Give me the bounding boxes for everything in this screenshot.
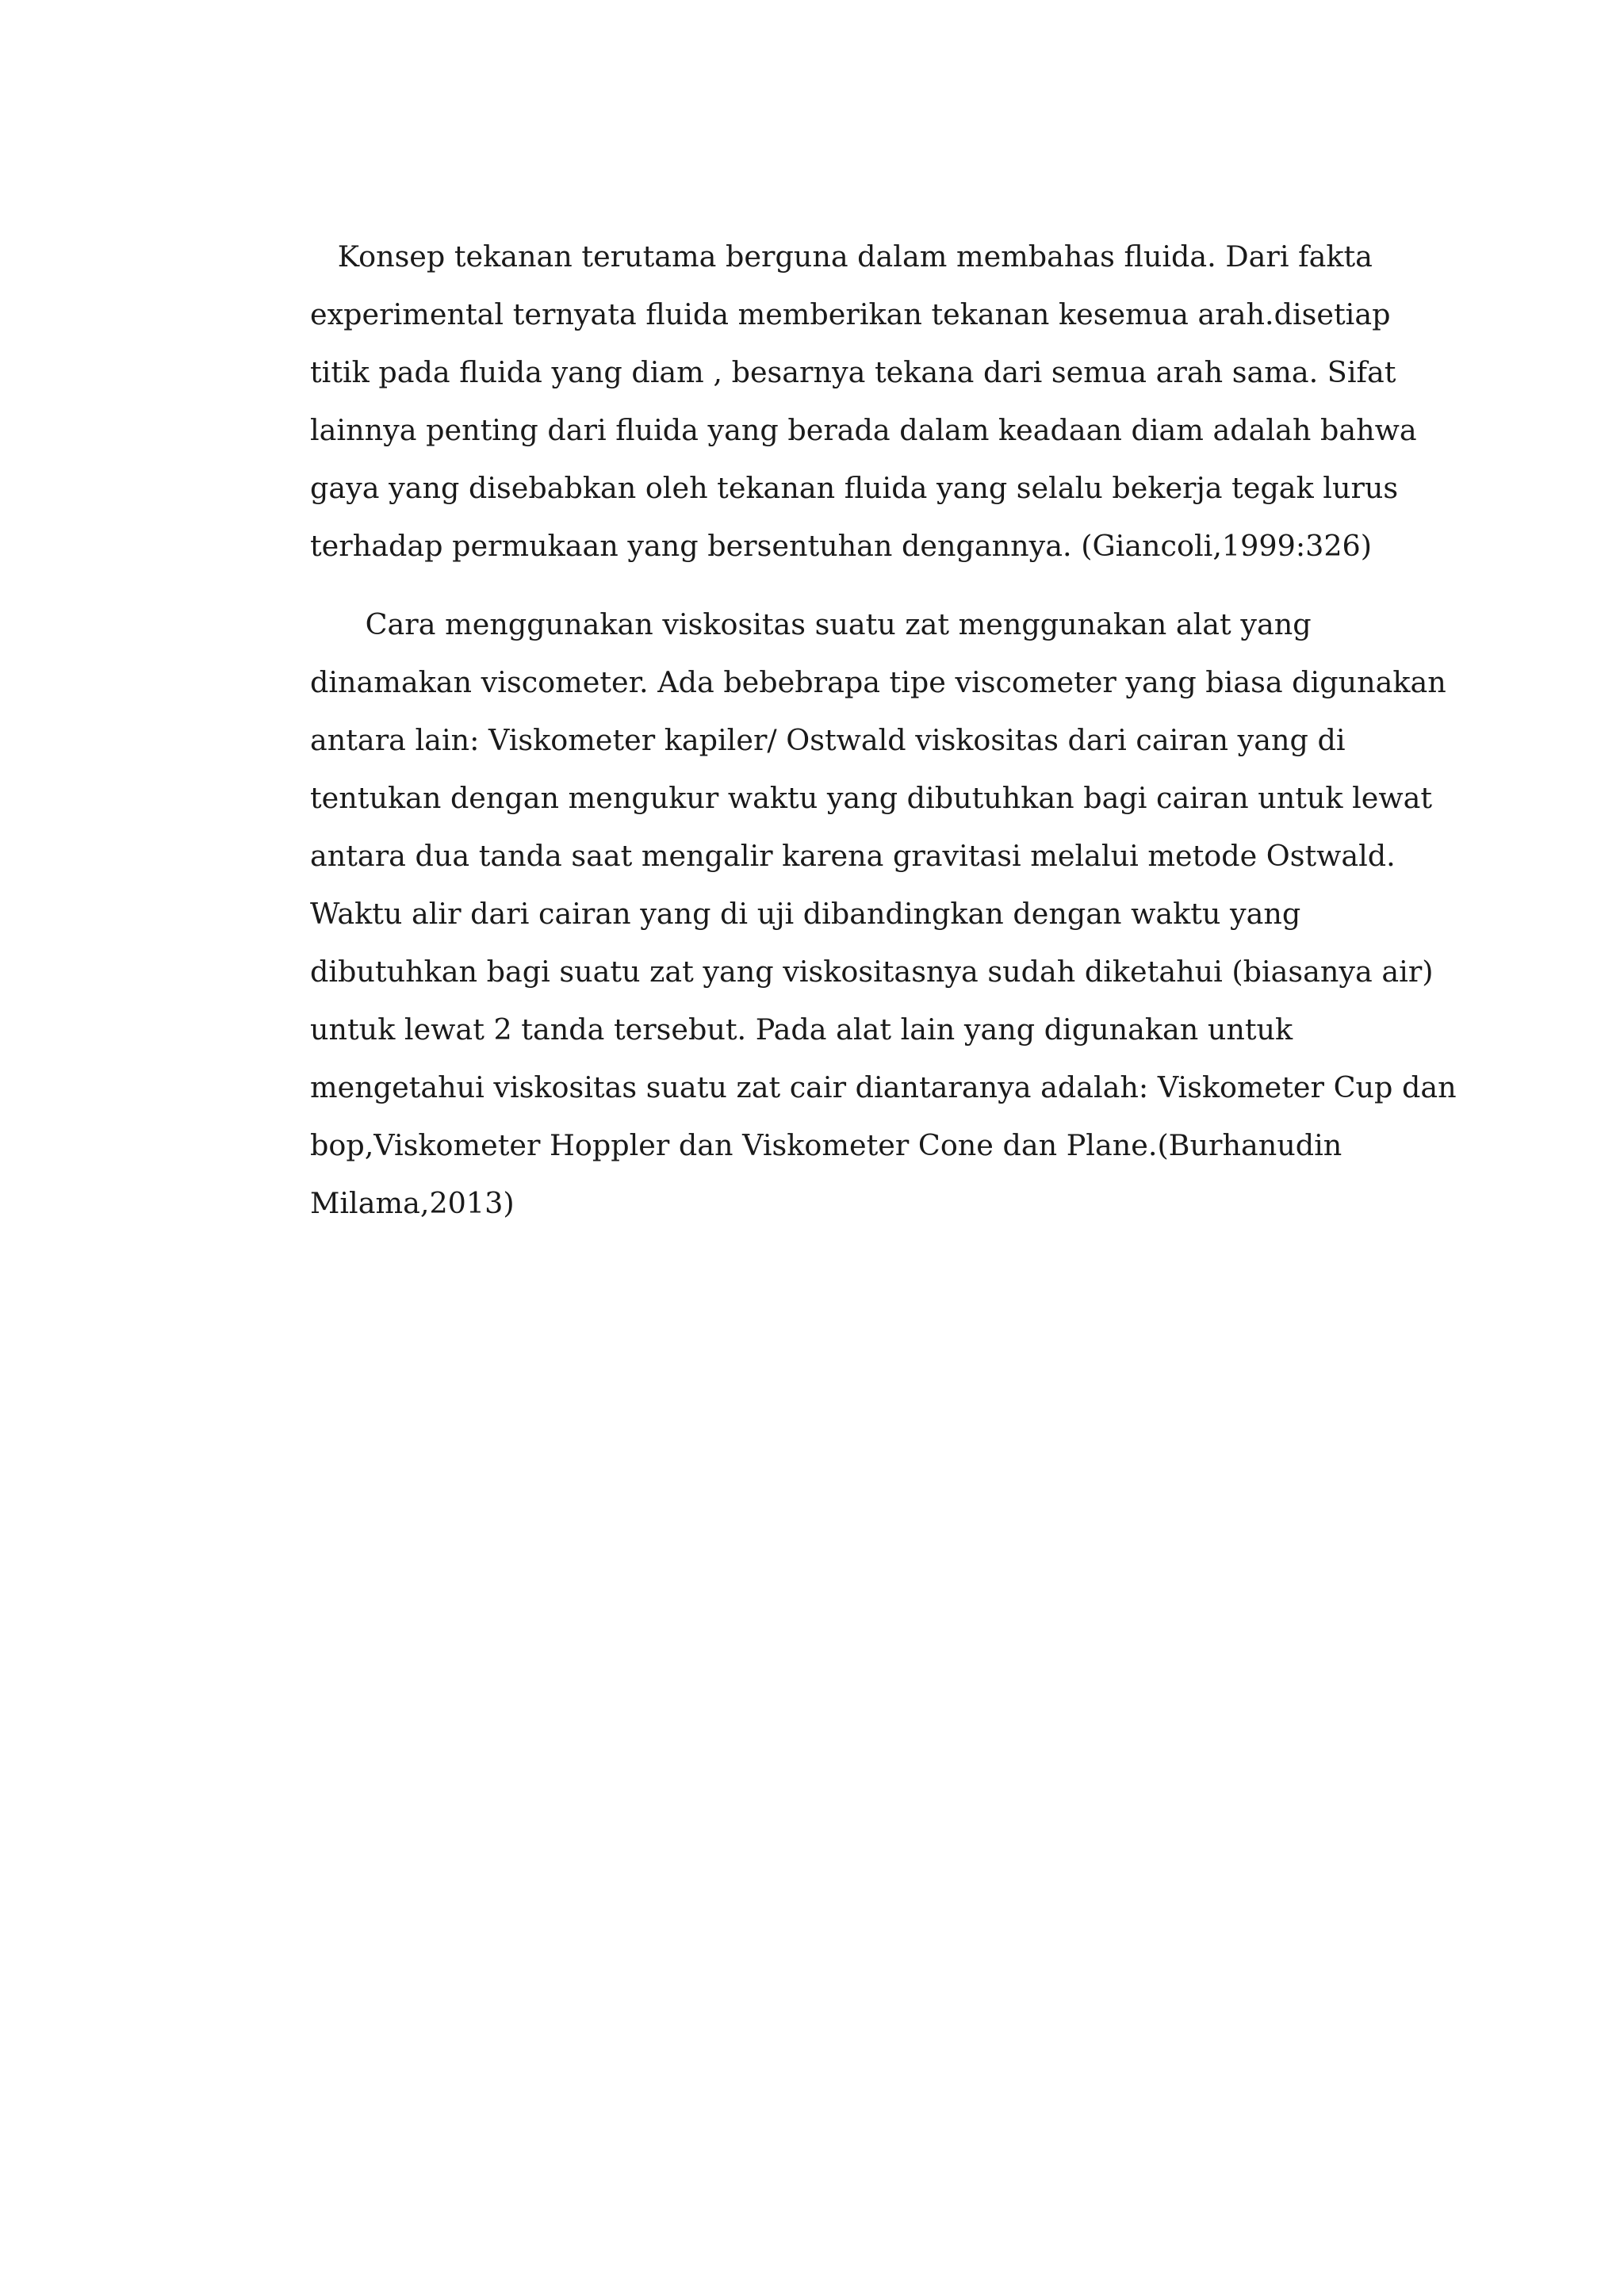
text-line: mengetahui viskositas suatu zat cair diantaranya adalah: Viskometer Cup dan (310, 1070, 1457, 1104)
text-line: tentukan dengan mengukur waktu yang dibutuhkan bagi cairan untuk lewat (310, 781, 1433, 815)
text-line: antara lain: Viskometer kapiler/ Ostwald viskositas dari cairan yang di (310, 723, 1346, 757)
body-text (310, 228, 1457, 1232)
text-line: Waktu alir dari cairan yang di uji dibandingkan dengan waktu yang (310, 897, 1301, 931)
text-line: titik pada fluida yang diam , besarnya tekana dari semua arah sama. Sifat (310, 355, 1396, 389)
paragraph-konsep-tekanan (310, 228, 1417, 575)
text-line: dibutuhkan bagi suatu zat yang viskositasnya sudah diketahui (biasanya air) (310, 955, 1434, 989)
text-line: experimental ternyata fluida memberikan tekanan kesemua arah.disetiap (310, 297, 1391, 331)
text-line: antara dua tanda saat mengalir karena gravitasi melalui metode Ostwald. (310, 839, 1396, 873)
paragraph-spacer (310, 575, 1396, 595)
text-line: terhadap permukaan yang bersentuhan dengannya. (Giancoli,1999:326) (310, 529, 1373, 563)
text-line: dinamakan viscometer. Ada bebebrapa tipe viscometer yang biasa digunakan (310, 665, 1446, 699)
text-line: Milama,2013) (310, 1186, 515, 1220)
paragraph-viskometer (310, 595, 1457, 1232)
text-line: bop,Viskometer Hoppler dan Viskometer Cone dan Plane.(Burhanudin (310, 1128, 1342, 1162)
text-line: untuk lewat 2 tanda tersebut. Pada alat lain yang digunakan untuk (310, 1012, 1293, 1047)
text-line: Konsep tekanan terutama berguna dalam membahas fluida. Dari fakta (310, 239, 1373, 274)
text-line: lainnya penting dari fluida yang berada dalam keadaan diam adalah bahwa (310, 413, 1417, 447)
text-line: gaya yang disebabkan oleh tekanan fluida yang selalu bekerja tegak lurus (310, 471, 1399, 505)
text-line: Cara menggunakan viskositas suatu zat menggunakan alat yang (310, 607, 1312, 641)
